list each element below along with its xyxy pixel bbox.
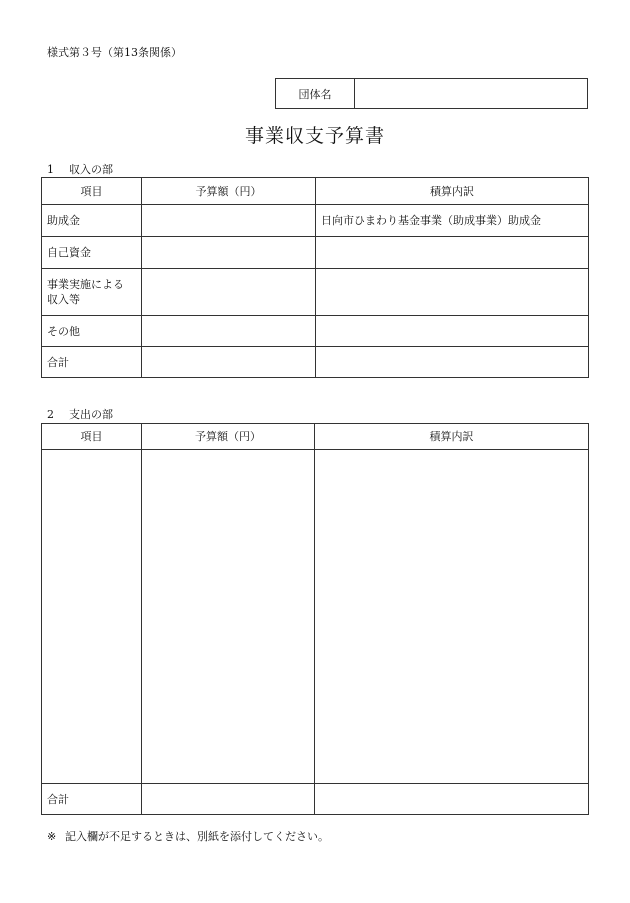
income-row-own-funds	[42, 237, 589, 269]
income-amount-cell[interactable]	[142, 316, 316, 347]
form-number: 様式第３号（第13条関係）	[47, 46, 182, 59]
income-col-item-header: 項目	[42, 178, 142, 205]
income-amount-cell[interactable]	[142, 269, 316, 316]
income-breakdown-cell[interactable]	[316, 316, 589, 347]
footnote-text: 記入欄が不足するときは、別紙を添付してください。	[65, 830, 329, 843]
income-breakdown-cell[interactable]	[316, 269, 589, 316]
expense-breakdown-cell[interactable]	[315, 450, 589, 784]
income-item-line-1: 事業実施による	[47, 278, 124, 291]
income-col-breakdown-header: 積算内訳	[316, 178, 589, 205]
expense-total-breakdown-cell[interactable]	[315, 784, 589, 815]
income-section-title: 収入の部	[69, 163, 113, 176]
expense-section-title: 支出の部	[69, 408, 113, 421]
footnote	[47, 830, 329, 844]
expense-col-amount-header: 予算額（円）	[142, 424, 315, 450]
income-row-total	[42, 347, 589, 378]
income-amount-cell[interactable]	[142, 205, 316, 237]
expense-item-cell[interactable]	[42, 450, 142, 784]
income-breakdown-cell[interactable]: 日向市ひまわり基金事業（助成事業）助成金	[316, 205, 589, 237]
organization-name-box	[275, 78, 588, 109]
income-section-heading	[47, 163, 113, 177]
income-item-cell: 自己資金	[42, 237, 142, 269]
income-row-grant	[42, 205, 589, 237]
expense-section-number: 2	[47, 408, 54, 421]
income-table	[41, 177, 589, 378]
expense-section-heading	[47, 408, 113, 422]
expense-header-row	[42, 424, 589, 450]
income-item-cell	[42, 269, 142, 316]
income-item-cell: その他	[42, 316, 142, 347]
income-amount-cell[interactable]	[142, 347, 316, 378]
income-item-cell: 助成金	[42, 205, 142, 237]
expense-col-breakdown-header: 積算内訳	[315, 424, 589, 450]
income-section-number: 1	[47, 163, 54, 176]
expense-table	[41, 423, 589, 815]
income-header-row	[42, 178, 589, 205]
expense-total-label-cell: 合計	[42, 784, 142, 815]
income-col-amount-header: 予算額（円）	[142, 178, 316, 205]
income-breakdown-cell[interactable]	[316, 237, 589, 269]
income-item-cell: 合計	[42, 347, 142, 378]
income-breakdown-cell[interactable]	[316, 347, 589, 378]
document-title: 事業収支予算書	[244, 125, 385, 147]
income-item-line-2: 収入等	[47, 293, 80, 306]
expense-total-amount-cell[interactable]	[142, 784, 315, 815]
organization-name-field[interactable]	[355, 79, 587, 108]
organization-name-label: 団体名	[276, 79, 355, 108]
income-row-other	[42, 316, 589, 347]
expense-row-total	[42, 784, 589, 815]
income-row-project-revenue	[42, 269, 589, 316]
expense-col-item-header: 項目	[42, 424, 142, 450]
footnote-mark: ※	[47, 830, 57, 843]
income-amount-cell[interactable]	[142, 237, 316, 269]
expense-body-row	[42, 450, 589, 784]
expense-amount-cell[interactable]	[142, 450, 315, 784]
